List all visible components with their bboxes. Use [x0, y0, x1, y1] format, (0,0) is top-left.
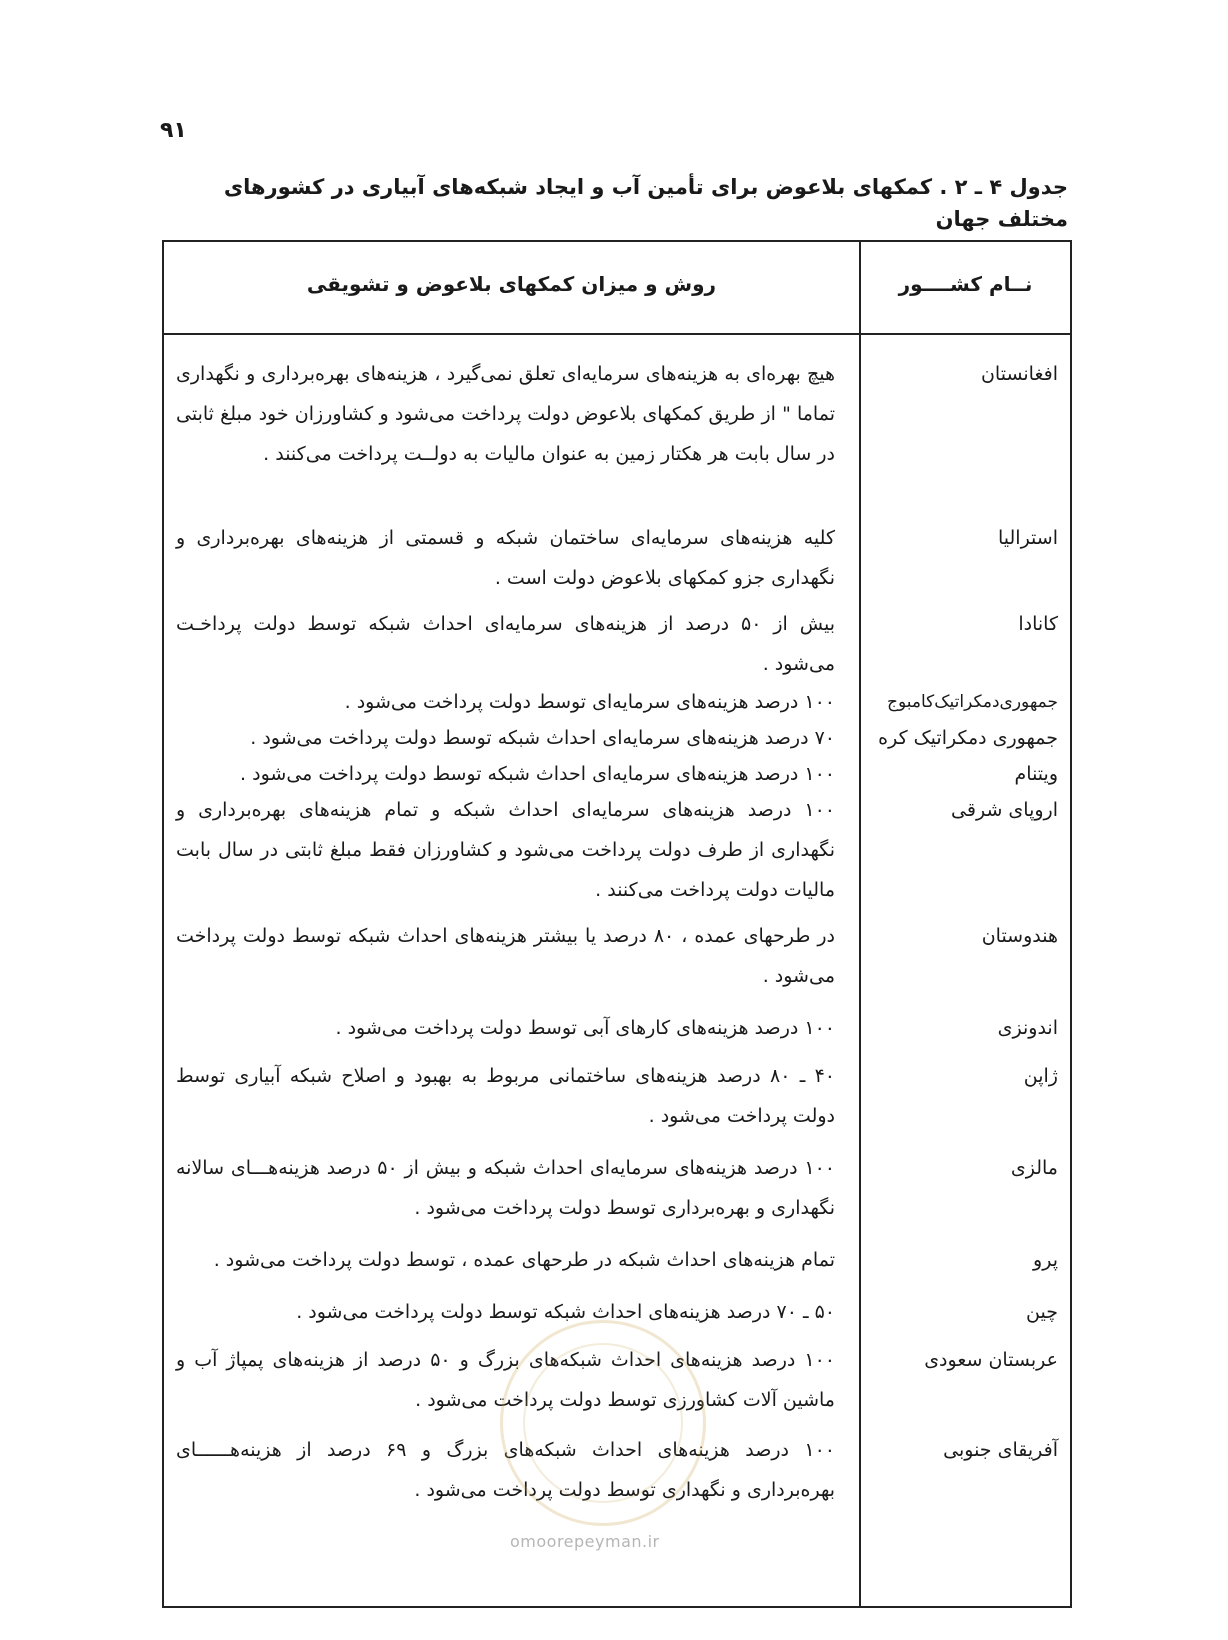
country-cell: جمهوری دمکراتیک کره: [878, 727, 1058, 749]
country-cell: جمهوری‌دمکراتیک‌کامبوج: [887, 692, 1058, 712]
country-cell: چین: [1026, 1301, 1058, 1323]
country-cell: اندونزی: [997, 1017, 1058, 1039]
method-cell: بیش از ۵۰ درصد از هزینه‌های سرمایه‌ای احداث شبکه توسط دولت پرداخـت می‌شود .: [176, 613, 836, 675]
method-cell: ۷۰ درصد هزینه‌های سرمایه‌ای احداث شبکه توسط دولت پرداخت می‌شود .: [250, 727, 835, 749]
country-cell: آفریقای جنوبی: [943, 1439, 1058, 1461]
method-cell: ۴۰ ـ ۸۰ درصد هزینه‌های ساختمانی مربوط به بهبود و اصلاح شبکه آبیاری توسط دولت پرداخت می‌شود .: [176, 1065, 835, 1127]
country-cell: مالزی: [1010, 1157, 1058, 1179]
method-cell: ۵۰ ـ ۷۰ درصد هزینه‌های احداث شبکه توسط دولت پرداخت می‌شود .: [296, 1301, 835, 1323]
country-cell: افغانستان: [980, 363, 1058, 385]
method-cell: ۱۰۰ درصد هزینه‌های احداث شبکه‌های بزرگ و ۶۹ درصد از هزینه‌هــــــای بهره‌برداری و نگهداری توسط دولت پرداخت می‌شود .: [176, 1439, 835, 1501]
table-row: [164, 1240, 1070, 1292]
method-cell: ۱۰۰ درصد هزینه‌های سرمایه‌ای احداث شبکه توسط دولت پرداخت می‌شود .: [240, 763, 835, 785]
watermark-text: omoorepeyman.ir: [510, 1532, 660, 1551]
method-cell: ۱۰۰ درصد هزینه‌های سرمایه‌ای توسط دولت پرداخت می‌شود .: [344, 691, 835, 713]
table-row: [164, 518, 1070, 604]
table-body: [164, 354, 1070, 1520]
header-method: روش و میزان کمکهای بلاعوض و تشویقی: [306, 272, 717, 296]
table-row: [164, 1430, 1070, 1520]
table-row: [164, 754, 1070, 790]
header-divider: [164, 333, 1070, 335]
country-cell: ویتنام: [1014, 763, 1058, 785]
country-cell: پرو: [1033, 1249, 1058, 1271]
header-country: نــام کشــــور: [898, 272, 1033, 296]
method-cell: در طرحهای عمده ، ۸۰ درصد یا بیشتر هزینه‌های احداث شبکه توسط دولت پرداخت می‌شود .: [176, 925, 835, 987]
grants-table: [162, 240, 1072, 1608]
method-cell: تمام هزینه‌های احداث شبکه در طرحهای عمده ، توسط دولت پرداخت می‌شود .: [213, 1249, 835, 1271]
table-row: [164, 604, 1070, 682]
table-row: [164, 354, 1070, 518]
country-cell: کانادا: [1018, 613, 1058, 635]
country-cell: ژاپن: [1023, 1065, 1058, 1087]
method-cell: کلیه هزینه‌های سرمایه‌ای ساختمان شبکه و قسمتی از هزینه‌های بهره‌برداری و نگهداری جزو کمکهای بلاعوض دولت است .: [176, 527, 835, 589]
method-cell: ۱۰۰ درصد هزینه‌های سرمایه‌ای احداث شبکه و بیش از ۵۰ درصد هزینه‌هـــای سالانه نگهداری و بهره‌برداری توسط دولت پرداخت می‌شود .: [176, 1157, 835, 1219]
table-row: [164, 1056, 1070, 1148]
method-cell: ۱۰۰ درصد هزینه‌های احداث شبکه‌های بزرگ و ۵۰ درصد از هزینه‌های پمپاژ آب و ماشین آلات کشاورزی توسط دولت پرداخت می‌شود .: [176, 1349, 835, 1411]
table-row: [164, 1008, 1070, 1056]
table-row: [164, 1148, 1070, 1240]
table-caption: جدول ۴ ـ ۲ . کمکهای بلاعوض برای تأمین آب و ایجاد شبکه‌های آبیاری در کشورهای مختلف جهان: [223, 175, 1068, 231]
table-row: [164, 718, 1070, 754]
page-number: ۹۱: [160, 118, 187, 143]
table-row: [164, 1292, 1070, 1340]
country-cell: استرالیا: [997, 527, 1058, 549]
table-row: [164, 1340, 1070, 1430]
table-row: [164, 682, 1070, 718]
country-cell: هندوستان: [981, 925, 1058, 947]
method-cell: ۱۰۰ درصد هزینه‌های سرمایه‌ای احداث شبکه و تمام هزینه‌های بهره‌برداری و نگهداری از طرف دولت پرداخت می‌شود و کشاورزان فقط مبلغ ثابتی در سال بابت مالیات دولت پرداخت می‌کنند .: [176, 799, 835, 901]
country-cell: عربستان سعودی: [924, 1349, 1058, 1371]
table-row: [164, 916, 1070, 1008]
method-cell: ۱۰۰ درصد هزینه‌های کارهای آبی توسط دولت پرداخت می‌شود .: [335, 1017, 835, 1039]
country-cell: اروپای شرقی: [951, 799, 1058, 821]
table-row: [164, 790, 1070, 916]
method-cell: هیچ بهره‌ای به هزینه‌های سرمایه‌ای تعلق نمی‌گیرد ، هزینه‌های بهره‌برداری و نگهداری تماما " از طریق کمکهای بلاعوض دولت پرداخت می‌شود و کشاورزان خود مبلغ ثابتی در سال بابت هر هکتار زمین به عنوان مالیات به دولــت پرداخت می‌کنند .: [176, 363, 835, 465]
